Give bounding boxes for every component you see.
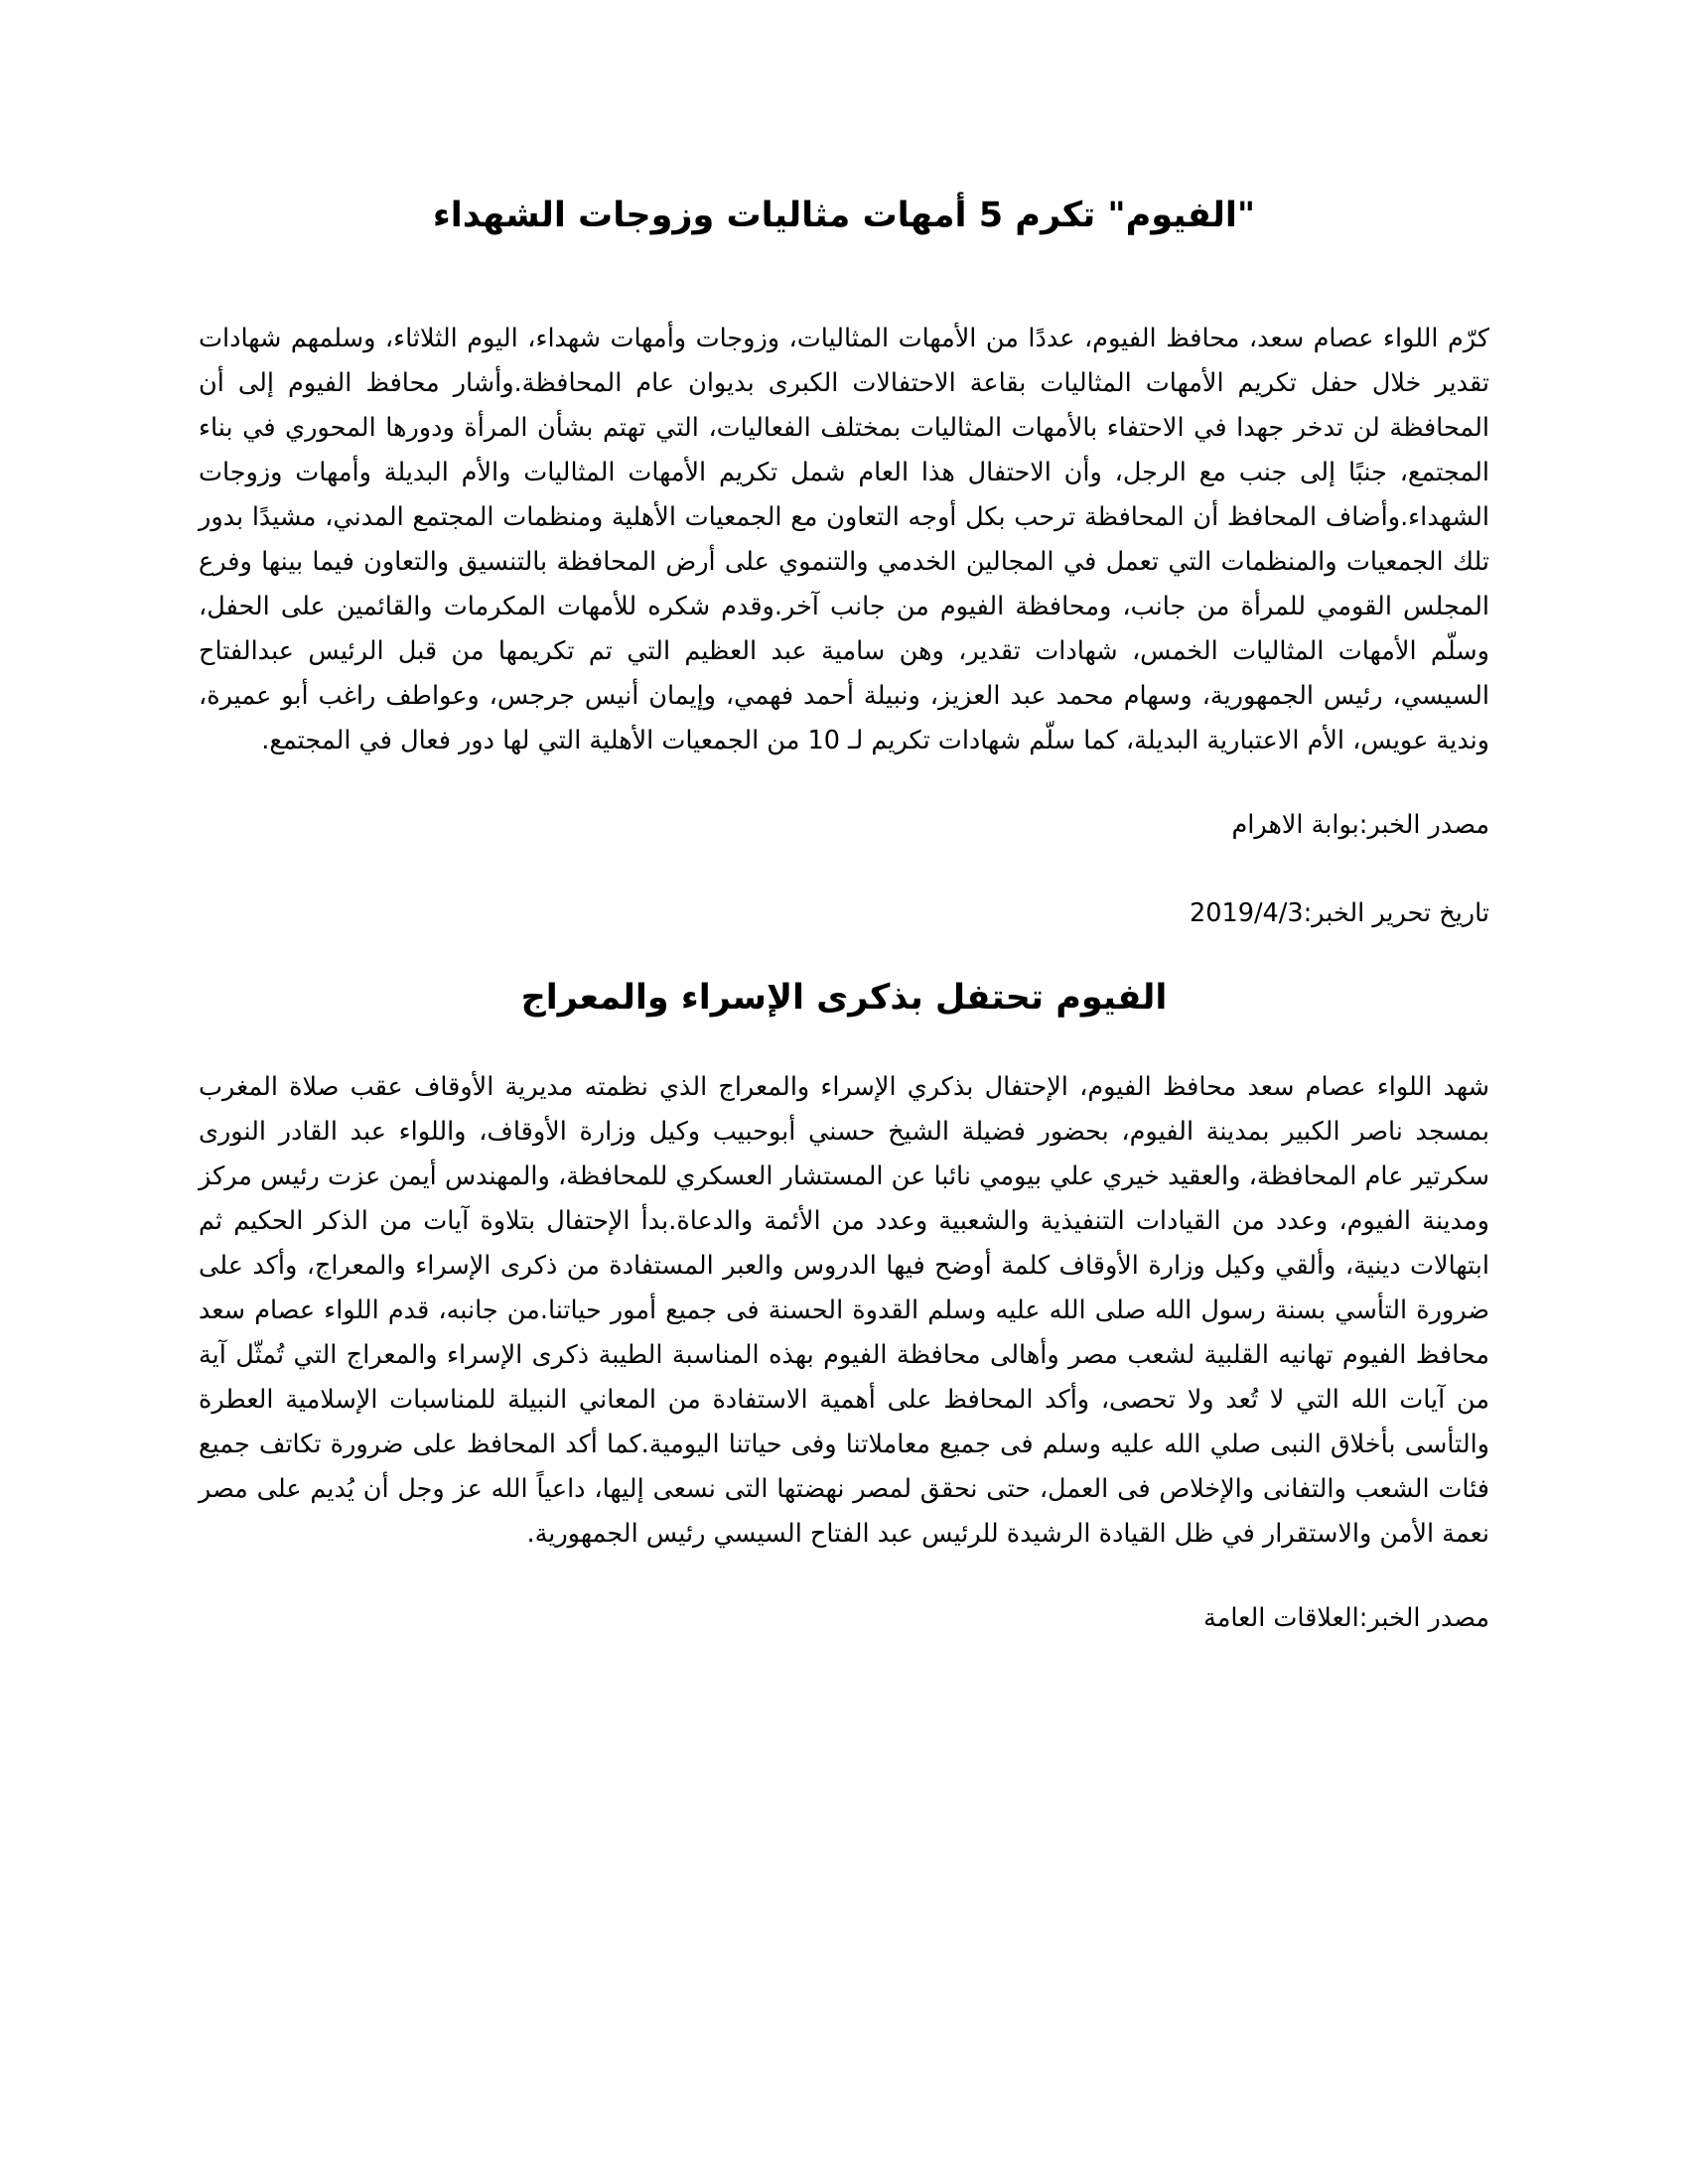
news-source-line	[199, 803, 1489, 848]
date-value: 2019/4/3	[1190, 897, 1304, 928]
news-date-line	[199, 891, 1489, 936]
article-body: شهد اللواء عصام سعد محافظ الفيوم، الإحتفال بذكري الإسراء والمعراج الذي نظمته مديرية الأوقاف عقب صلاة المغرب بمسجد ناصر الكبير بمدينة الفيوم، بحضور فضيلة الشيخ حسني أبوحبيب وكيل وزارة الأوقاف، واللواء عبد القادر النورى سكرتير عام المحافظة، والعقيد خيري علي بيومي نائبا عن المستشار العسكري للمحافظة، والمهندس أيمن عزت رئيس مركز ومدينة الفيوم، وعدد من القيادات التنفيذية والشعبية وعدد من الأئمة والدعاة.بدأ الإحتفال بتلاوة آيات من الذكر الحكيم ثم ابتهالات دينية، وألقي وكيل وزارة الأوقاف كلمة أوضح فيها الدروس والعبر المستفادة من ذكرى الإسراء والمعراج، وأكد على ضرورة التأسي بسنة رسول الله صلى الله عليه وسلم القدوة الحسنة فى جميع أمور حياتنا.من جانبه، قدم اللواء عصام سعد محافظ الفيوم تهانيه القلبية لشعب مصر وأهالى محافظة الفيوم بهذه المناسبة الطيبة ذكرى الإسراء والمعراج التي تُمثّل آية من آيات الله التي لا تُعد ولا تحصى، وأكد المحافظ على أهمية الاستفادة من المعاني النبيلة للمناسبات الإسلامية العطرة والتأسى بأخلاق النبى صلي الله عليه وسلم فى جميع معاملاتنا وفى حياتنا اليومية.كما أكد المحافظ على ضرورة تكاتف جميع فئات الشعب والتفانى والإخلاص فى العمل، حتى نحقق لمصر نهضتها التى نسعى إليها، داعياً الله عز وجل أن يُديم على مصر نعمة الأمن والاستقرار في ظل القيادة الرشيدة للرئيس عبد الفتاح السيسي رئيس الجمهورية.	[199, 1072, 1489, 1549]
source-label: مصدر الخبر:	[1358, 809, 1489, 840]
article-title: الفيوم تحتفل بذكرى الإسراء والمعراج	[520, 977, 1168, 1018]
date-label: تاريخ تحرير الخبر:	[1303, 897, 1489, 928]
article-isra-miraj	[199, 976, 1489, 1642]
article-body: كرّم اللواء عصام سعد، محافظ الفيوم، عددًا من الأمهات المثاليات، وزوجات وأمهات شهداء، اليوم الثلاثاء، وسلمهم شهادات تقدير خلال حفل تكريم الأمهات المثاليات بقاعة الاحتفالات الكبرى بديوان عام المحافظة.وأشار محافظ الفيوم إلى أن المحافظة لن تدخر جهدا في الاحتفاء بالأمهات المثاليات بمختلف الفعاليات، التي تهتم بشأن المرأة ودورها المحوري في بناء المجتمع، جنبًا إلى جنب مع الرجل، وأن الاحتفال هذا العام شمل تكريم الأمهات المثاليات والأم البديلة وأمهات وزوجات الشهداء.وأضاف المحافظ أن المحافظة ترحب بكل أوجه التعاون مع الجمعيات الأهلية ومنظمات المجتمع المدني، مشيدًا بدور تلك الجمعيات والمنظمات التي تعمل في المجالين الخدمي والتنموي على أرض المحافظة بالتنسيق والتعاون فيما بينها وفرع المجلس القومي للمرأة من جانب، ومحافظة الفيوم من جانب آخر.وقدم شكره للأمهات المكرمات والقائمين على الحفل، وسلّم الأمهات المثاليات الخمس، شهادات تقدير، وهن سامية عبد العظيم التي تم تكريمها من قبل الرئيس عبدالفتاح السيسي، رئيس الجمهورية، وسهام محمد عبد العزيز، ونبيلة أحمد فهمي، وإيمان أنيس جرجس، وعواطف راغب أبو عميرة، وندية عويس، الأم الاعتبارية البديلة، كما سلّم شهادات تكريم لـ 10 من الجمعيات الأهلية التي لها دور فعال في المجتمع.	[199, 323, 1489, 755]
source-value: العلاقات العامة	[1203, 1603, 1359, 1633]
source-value: بوابة الاهرام	[1231, 809, 1359, 840]
news-source-line	[199, 1596, 1489, 1641]
article-mothers-honoring	[199, 194, 1489, 936]
source-label: مصدر الخبر:	[1358, 1603, 1489, 1633]
article-title: "الفيوم" تكرم 5 أمهات مثاليات وزوجات الشهداء	[432, 196, 1256, 235]
